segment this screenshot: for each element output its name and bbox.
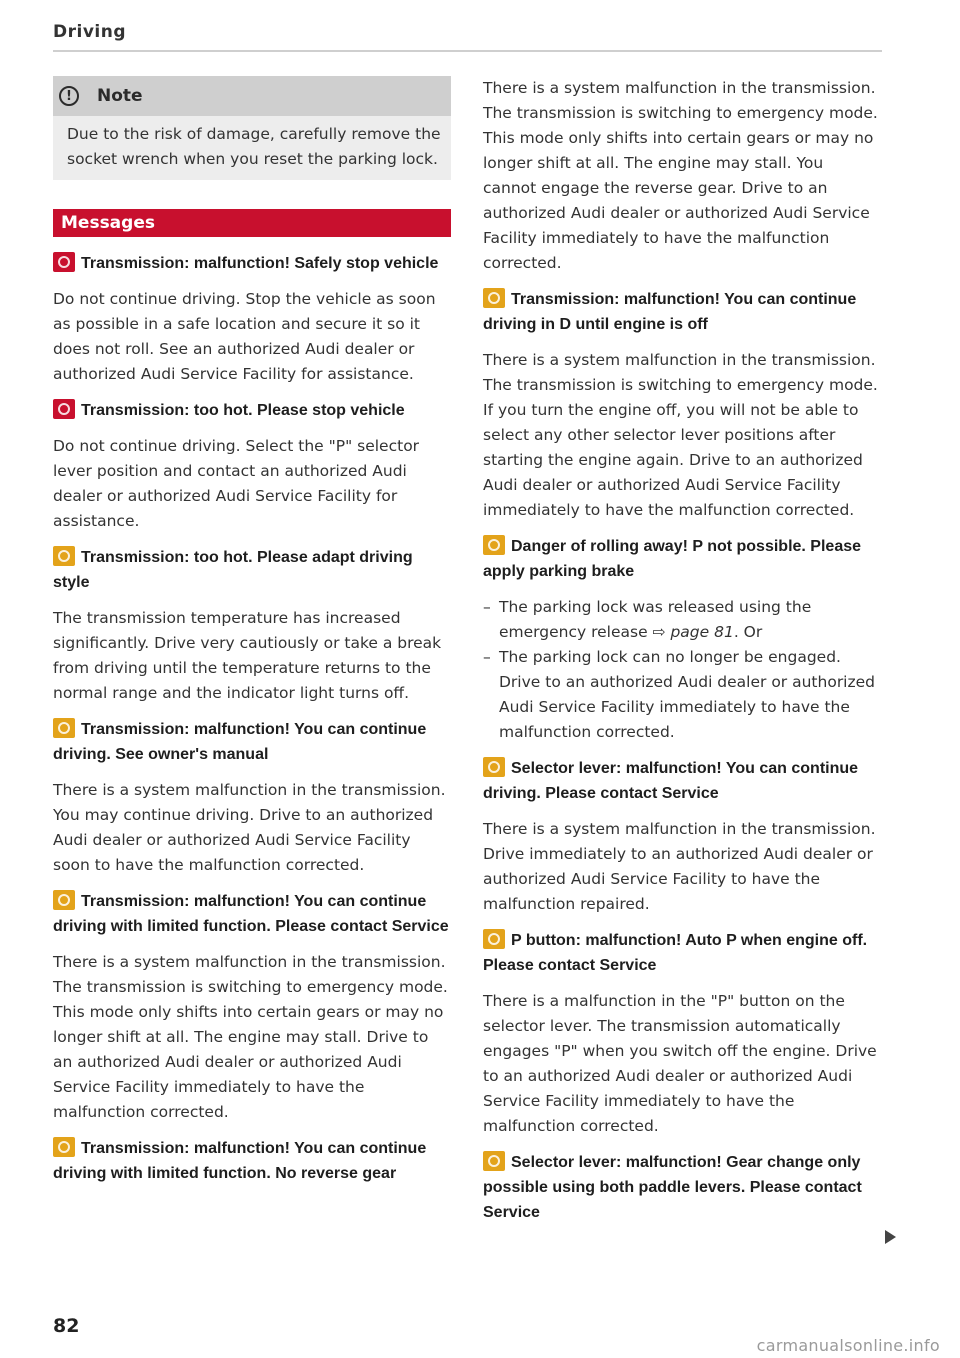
page-reference-link[interactable]: ⇨ page 81 [652,623,734,641]
message-block [53,1136,451,1186]
message-title: Transmission: malfunction! You can continue driving with limited function. No reverse gear [53,1136,451,1186]
note-header [53,76,451,116]
yellow-warning-icon [53,890,75,910]
note-body: Due to the risk of damage, carefully remove the socket wrench when you reset the parking lock. [67,125,441,168]
list-item: – The parking lock can no longer be engaged. Drive to an authorized Audi dealer or authorized Audi Service Facility immediately to have the malfunction corrected. [483,648,876,741]
message-title: Transmission: malfunction! Safely stop vehicle [53,251,451,276]
message-block [483,534,881,745]
continue-arrow-icon [885,1230,896,1244]
message-body: There is a malfunction in the "P" button on the selector lever. The transmission automatically engages "P" when you switch off the engine. Drive to an authorized Audi dealer or authorized Audi Service Facility immediately to have the malfunction corrected. [483,992,877,1135]
message-block [53,889,451,1125]
note-box [53,76,451,180]
left-column [53,76,451,1186]
message-title: Selector lever: malfunction! You can continue driving. Please contact Service [483,756,881,806]
red-warning-icon [53,252,75,272]
list-item: – The parking lock was released using the emergency release ⇨ page 81. Or [483,598,812,641]
message-body: Do not continue driving. Stop the vehicle as soon as possible in a safe location and secure it so it does not roll. See an authorized Audi dealer or authorized Audi Service Facility for assistance. [53,290,436,383]
message-block [53,717,451,878]
yellow-warning-icon [53,1137,75,1157]
message-body: There is a system malfunction in the transmission. Drive immediately to an authorized Audi dealer or authorized Audi Service Facility to have the malfunction repaired. [483,820,876,913]
yellow-warning-icon [483,757,505,777]
bullet-list [483,595,881,745]
page-number: 82 [53,1315,80,1337]
yellow-warning-icon [53,718,75,738]
message-title: Danger of rolling away! P not possible. Please apply parking brake [483,534,881,584]
message-block [483,756,881,917]
exclamation-icon: ! [59,86,79,106]
message-block [53,398,451,534]
message-block [53,251,451,387]
red-warning-icon [53,399,75,419]
message-title: Transmission: malfunction! You can continue driving with limited function. Please contact Service [53,889,451,939]
yellow-warning-icon [53,546,75,566]
message-title: Transmission: malfunction! You can continue driving in D until engine is off [483,287,881,337]
message-title: Transmission: too hot. Please adapt driving style [53,545,451,595]
messages-heading: Messages [53,209,451,237]
message-title: Transmission: malfunction! You can continue driving. See owner's manual [53,717,451,767]
watermark: carmanualsonline.info [756,1336,940,1355]
message-block [483,928,881,1139]
right-column [483,76,881,1225]
message-title: P button: malfunction! Auto P when engine off. Please contact Service [483,928,881,978]
message-body: Do not continue driving. Select the "P" selector lever position and contact an authorized Audi dealer or authorized Audi Service Facility for assistance. [53,437,420,530]
message-title: Transmission: too hot. Please stop vehicle [53,398,451,423]
message-body: There is a system malfunction in the transmission. The transmission is switching to emergency mode. This mode only shifts into certain gears or may no longer shift at all. The engine may stall. Drive to an authorized Audi dealer or authorized Audi Service Facility immediately to have the malfunction corrected. [53,953,448,1121]
yellow-warning-icon [483,535,505,555]
message-block [483,1150,881,1225]
yellow-warning-icon [483,288,505,308]
header-rule [53,50,882,52]
message-body: There is a system malfunction in the transmission. The transmission is switching to emergency mode. If you turn the engine off, you will not be able to select any other selector lever positions after starting the engine again. Drive to an authorized Audi dealer or authorized Audi Service Facility immediately to have the malfunction corrected. [483,351,878,519]
message-block [483,287,881,523]
message-body: The transmission temperature has increased significantly. Drive very cautiously or take a break from driving until the temperature returns to the normal range and the indicator light turns off. [53,609,442,702]
message-block [53,545,451,706]
note-title: Note [97,86,143,106]
message-body-continued: There is a system malfunction in the transmission. The transmission is switching to emergency mode. This mode only shifts into certain gears or may no longer shift at all. The engine may stall. You cannot engage the reverse gear. Drive to an authorized Audi dealer or authorized Audi Service Facility immediately to have the malfunction corrected. [483,79,878,272]
section-header: Driving [53,22,127,42]
message-title: Selector lever: malfunction! Gear change only possible using both paddle levers. Please contact Service [483,1150,881,1225]
yellow-warning-icon [483,1151,505,1171]
message-body: There is a system malfunction in the transmission. You may continue driving. Drive to an authorized Audi dealer or authorized Audi Service Facility soon to have the malfunction corrected. [53,781,446,874]
yellow-warning-icon [483,929,505,949]
